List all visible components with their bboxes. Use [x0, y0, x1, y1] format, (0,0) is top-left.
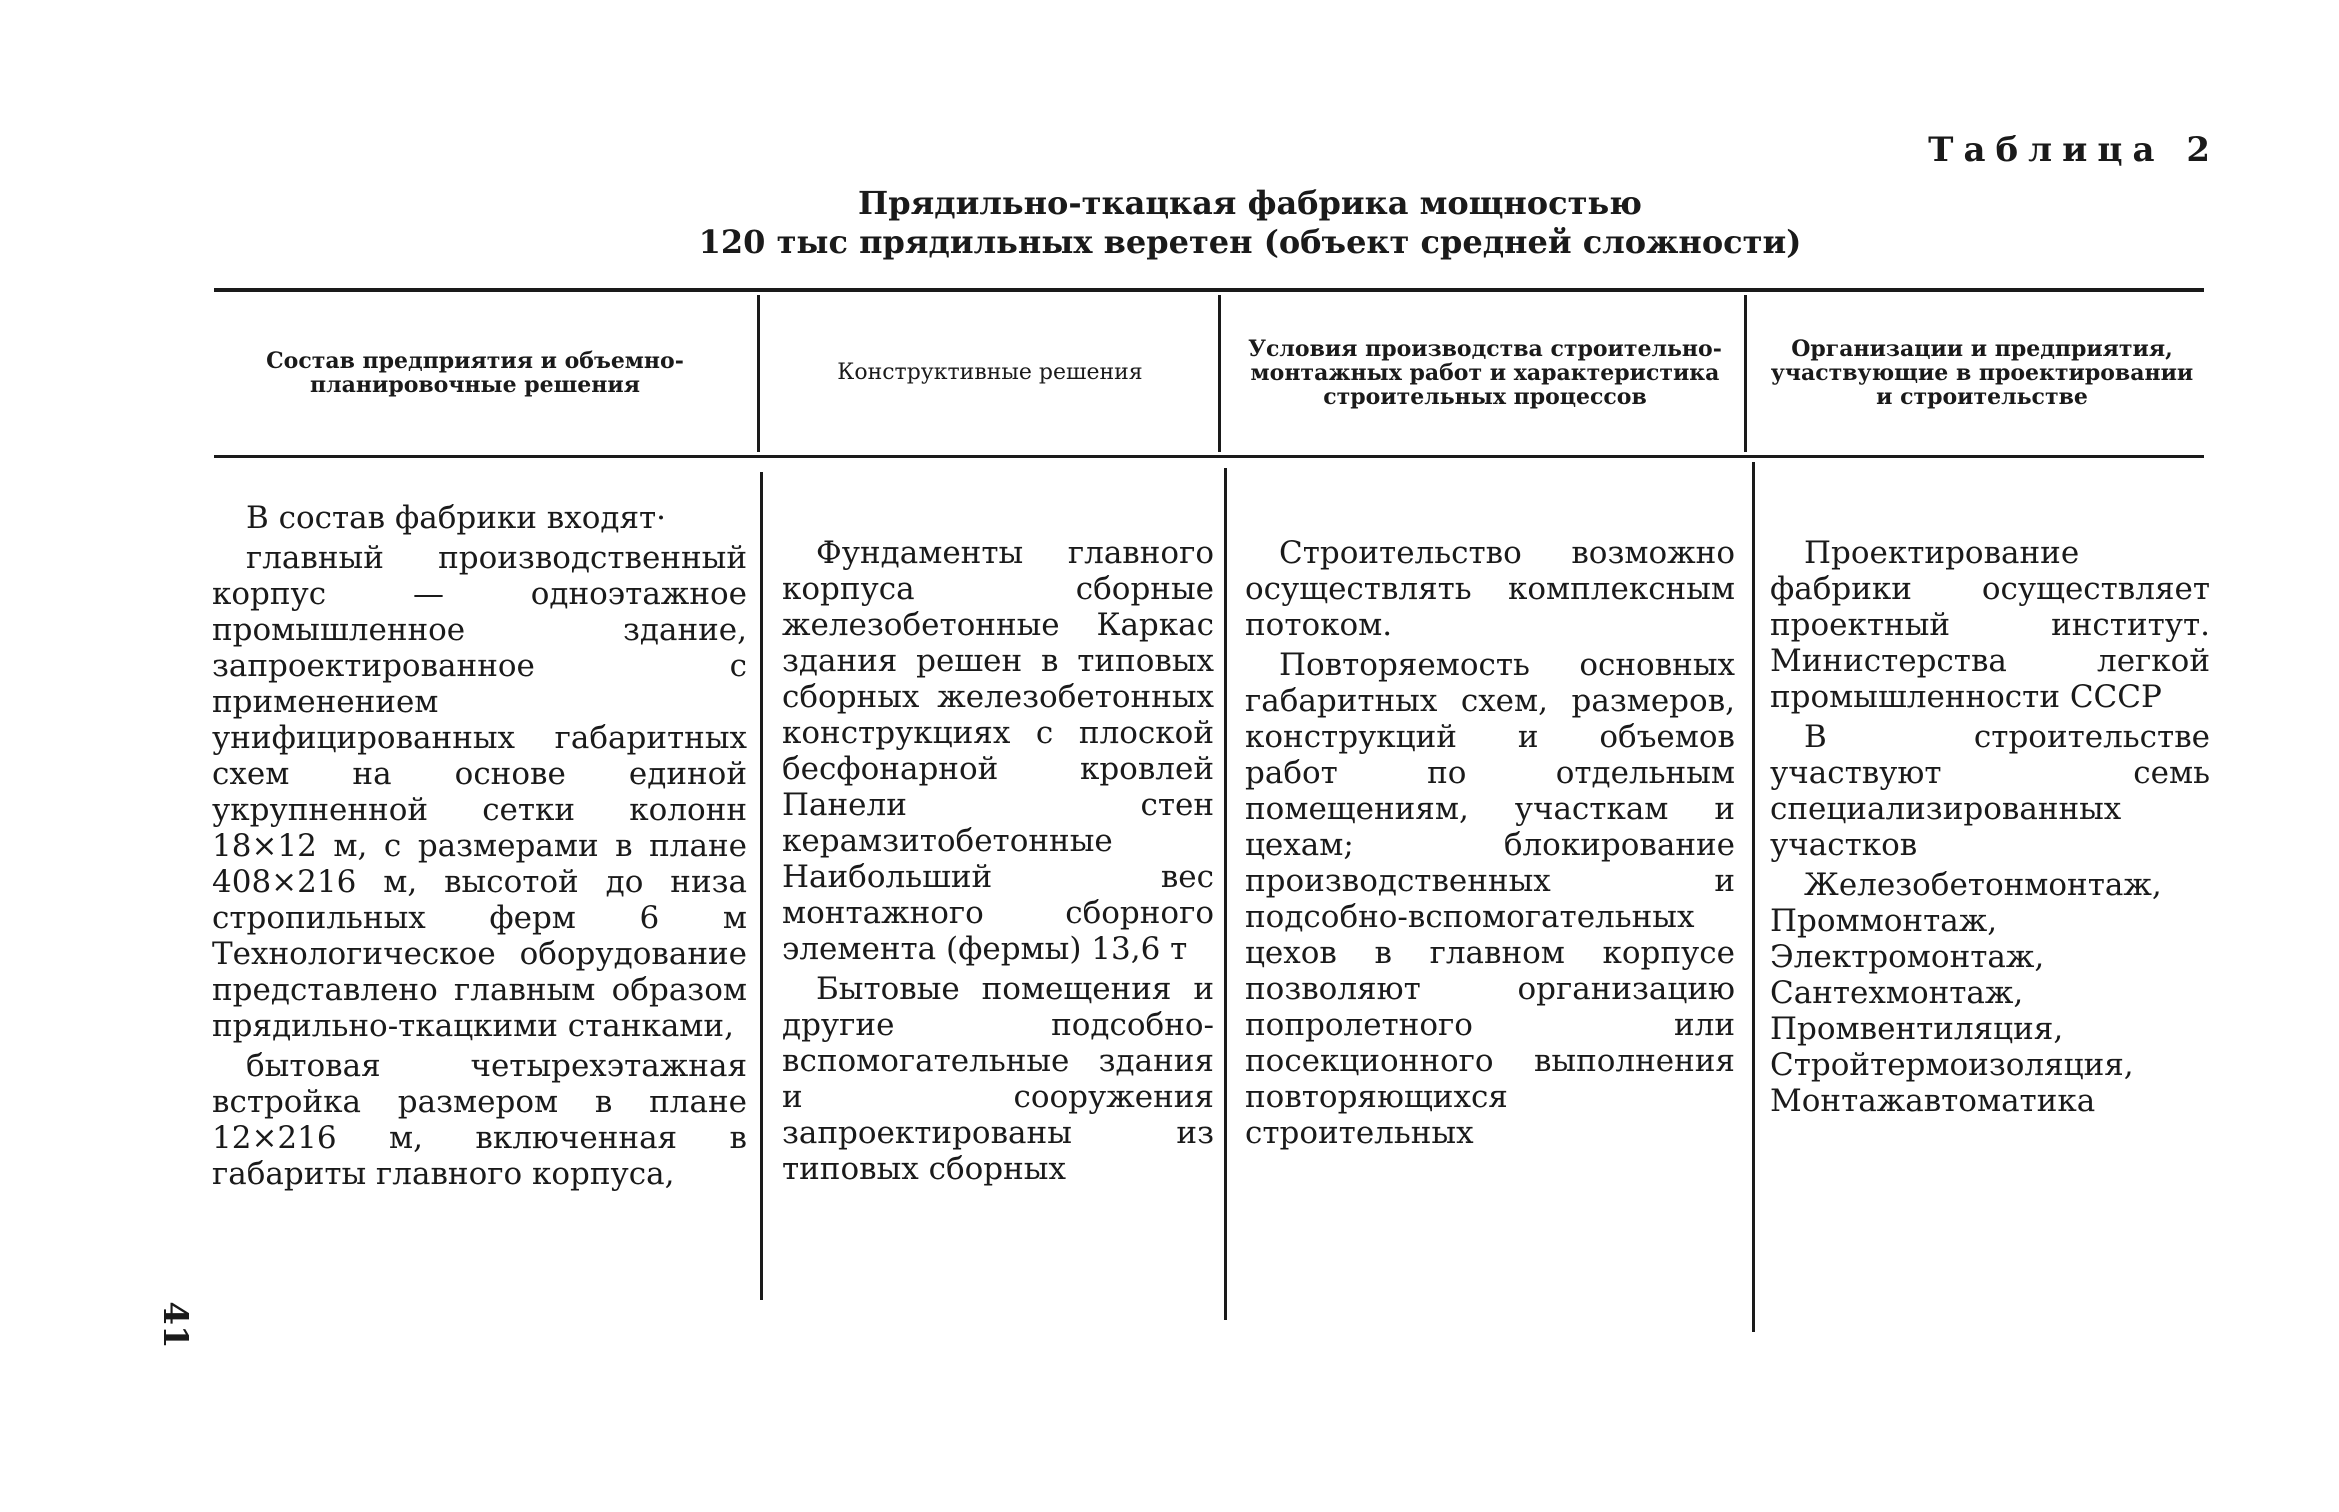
cell-paragraph: Проектирование фабрики осуществляет проектный институт. Министерства легкой промышленности СССР [1770, 535, 2210, 715]
header-divider-3 [1744, 295, 1747, 452]
cell-paragraph: Бытовые помещения и другие подсобно-вспомогательные здания и сооружения запроектированы из типовых сборных [782, 971, 1214, 1187]
cell-paragraph: Фундаменты главного корпуса сборные железобетонные Каркас здания решен в типовых сборных железобетонных конструкциях с плоской бесфонарной кровлей Панели стен керамзитобетонные Наибольший вес монтажного сборного элемента (фермы) 13,6 т [782, 535, 1214, 967]
body-divider-3 [1752, 462, 1755, 1332]
column-header-conditions [1240, 300, 1730, 445]
page-number: 41 [155, 1301, 195, 1349]
body-divider-1 [760, 472, 763, 1300]
cell-paragraph: В строительстве участвуют семь специализированных участков [1770, 719, 2210, 863]
table-label: Таблица 2 [1928, 130, 2220, 170]
column-header-structural [810, 300, 1170, 445]
column-header-label: Организации и предприятия, участвующие в проектировании и строительстве [1770, 335, 2194, 410]
cell-paragraph: бытовая четырехэтажная встройка размером в плане 12×216 м, включенная в габариты главного корпуса, [212, 1048, 747, 1192]
cell-paragraph: Железобетонмонтаж, Проммонтаж, Электромонтаж, Сантехмонтаж, Промвентиляция, Стройтермоизоляция, Монтажавтоматика [1770, 867, 2162, 1119]
cell-paragraph: главный производственный корпус — одноэтажное промышленное здание, запроектированное с применением унифицированных габаритных схем на основе единой укрупненной сетки колонн 18×12 м, с размерами в плане 408×216 м, высотой до низа стропильных ферм 6 м Технологическое оборудование представлено главным образом прядильно-ткацкими станками, [212, 540, 747, 1044]
cell-organizations [1770, 535, 2210, 1119]
cell-paragraph: Повторяемость основных габаритных схем, размеров, конструкций и объемов работ по отдельным помещениям, участкам и цехам; блокирование производственных и подсобно-вспомогательных цехов в главном корпусе позволяют организацию попролетного или посекционного выполнения повторяющихся строительных [1245, 647, 1735, 1151]
column-header-composition [205, 300, 745, 445]
cell-structural [782, 535, 1214, 1187]
table-top-rule [214, 288, 2204, 292]
column-header-label: Состав предприятия и объемно-планировочные решения [266, 347, 684, 398]
cell-paragraph: В состав фабрики входят· [246, 500, 667, 536]
header-divider-1 [757, 295, 760, 452]
table-title-line-1: Прядильно-ткацкая фабрика мощностью [858, 184, 1642, 222]
cell-paragraph: Строительство возможно осуществлять комплексным потоком. [1245, 535, 1735, 643]
cell-composition [212, 500, 747, 1192]
table-header-rule [214, 455, 2204, 458]
header-divider-2 [1218, 295, 1221, 452]
column-header-organizations [1762, 300, 2202, 445]
column-header-label: Конструктивные решения [837, 359, 1143, 385]
body-divider-2 [1224, 468, 1227, 1320]
table-title-line-2: 120 тыс прядильных веретен (объект средней сложности) [698, 223, 1802, 261]
column-header-label: Условия производства строительно-монтажных работ и характеристика строительных процессов [1248, 335, 1722, 410]
cell-conditions [1245, 535, 1735, 1151]
